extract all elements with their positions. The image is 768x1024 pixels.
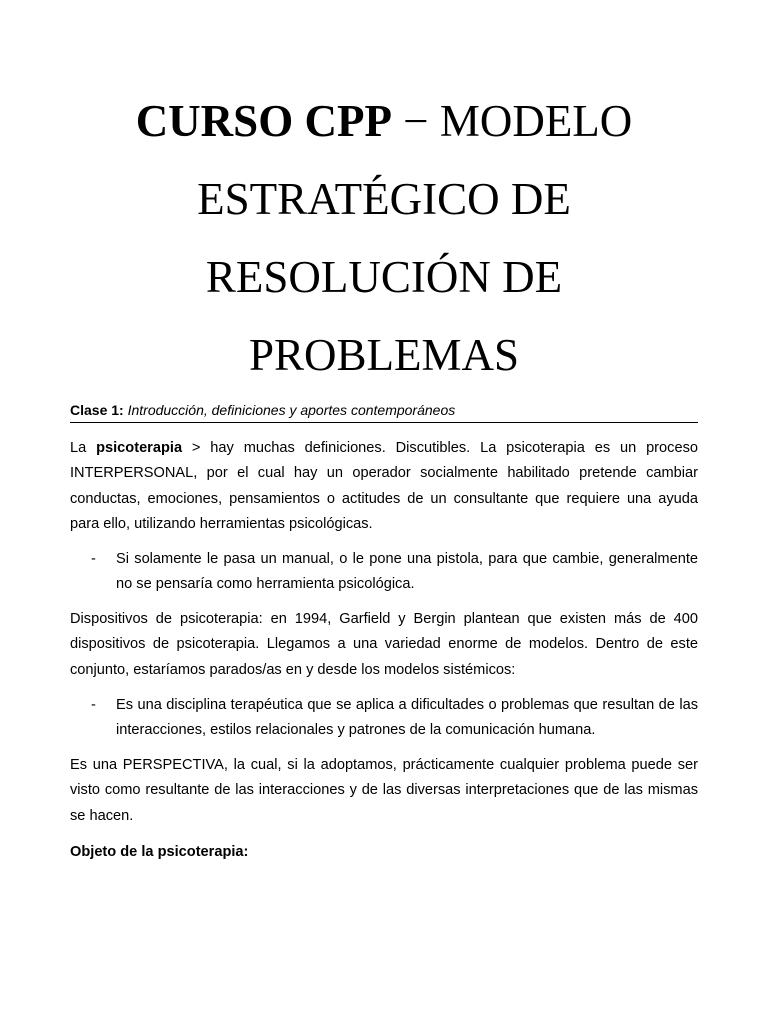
document-title: [70, 82, 698, 394]
title-line-4: PROBLEMAS: [248, 330, 520, 380]
class-heading-subtitle: Introducción, definiciones y aportes contemporáneos: [127, 402, 456, 418]
paragraph-2: Dispositivos de psicoterapia: en 1994, Garfield y Bergin plantean que existen más de 400 dispositivos de psicoterapia. Llegamos a una variedad enorme de modelos. Dentro de este conjunto, estaríamos parados/as en y desde los modelos sistémicos:: [70, 611, 698, 678]
class-heading: [70, 401, 698, 423]
bullet-dash: -: [91, 551, 96, 567]
title-line-2: ESTRATÉGICO DE: [197, 174, 571, 224]
bullet-item-2: [70, 693, 698, 744]
paragraph-1-lead: La: [70, 440, 97, 456]
bullet-item-1: [70, 547, 698, 598]
bullet-item-2-text: Es una disciplina terapéutica que se aplica a dificultades o problemas que resultan de las interacciones, estilos relacionales y patrones de la comunicación humana.: [116, 697, 698, 739]
paragraph-3: Es una PERSPECTIVA, la cual, si la adoptamos, prácticamente cualquier problema puede ser visto como resultante de las interacciones y de las diversas interpretaciones que de las mismas se hacen.: [70, 757, 698, 824]
bullet-dash: -: [91, 697, 96, 713]
title-line-1: [70, 82, 698, 160]
class-heading-label: Clase 1:: [70, 402, 124, 418]
paragraph-1-rest: > hay muchas definiciones. Discutibles. La psicoterapia es un proceso INTERPERSONAL, por el cual hay un operador socialmente habilitado pretende cambiar conductas, emociones, pensamientos o actitudes de un consultante que requiere una ayuda para ello, utilizando herramientas psicológicas.: [70, 440, 698, 532]
title-line-1-rest: − MODELO: [391, 96, 633, 146]
section-subheading: Objeto de la psicoterapia:: [70, 844, 249, 860]
paragraph-1-term: psicoterapia: [96, 440, 183, 456]
title-course-code: CURSO CPP: [135, 96, 392, 146]
bullet-item-1-text: Si solamente le pasa un manual, o le pone una pistola, para que cambie, generalmente no se pensaría como herramienta psicológica.: [116, 551, 698, 593]
title-line-3: RESOLUCIÓN DE: [205, 252, 563, 302]
paragraph-1: [70, 436, 698, 537]
